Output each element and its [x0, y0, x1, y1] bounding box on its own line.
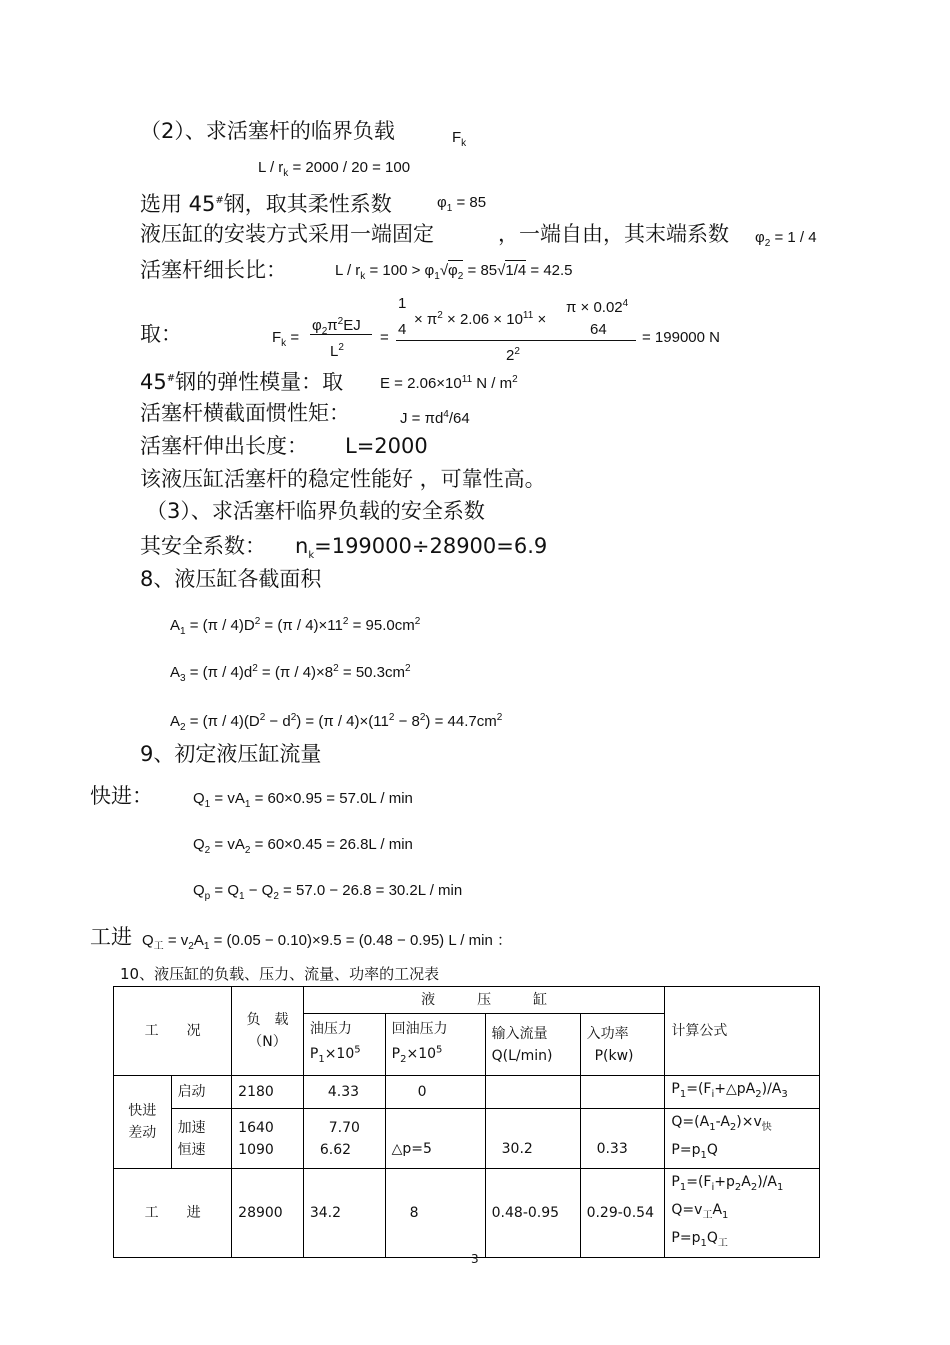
equals-sign: = [380, 329, 389, 346]
elastic-modulus-value: $E = 2.06\times 10^{11}$ N / $m^2$ [380, 374, 518, 392]
header-power-label: 入功率 [586, 1025, 629, 1042]
stage-work-feed: 工 进 [114, 1169, 232, 1257]
header-condition: 工 况 [114, 987, 232, 1076]
header-load-label: 负 载 [246, 1012, 289, 1028]
area-a1-equation: $A_1 = (\pi / 4)D^2 = (\pi / 4)\times 11^2 = 95.0cm^2$ [170, 616, 421, 637]
page-number: 3 [471, 1252, 479, 1266]
header-formula: 计算公式 [665, 987, 820, 1076]
fk-numerator-terms: × $\pi^2 \times 2.06 \times 10^{11}$ × [414, 310, 547, 328]
slenderness-ratio-equation: $L / r_k = 2000 / 20 = 100$ [258, 159, 411, 179]
load-start: 2180 [232, 1076, 304, 1109]
header-oil-pressure [303, 1014, 385, 1076]
header-oil-pressure-label: 油压力 [309, 1020, 352, 1037]
group-fast-differential: 快进 差动 [114, 1076, 172, 1169]
p2-accel-steady: △p=5 [385, 1108, 485, 1169]
header-return-pressure-unit: $P_2\times 10^5$ [391, 1044, 443, 1066]
fk-numerator-quarter: 4 [398, 321, 407, 338]
flow-q2-equation: $Q_2 = vA_2 = 60\times 0.45 = 26.8L / \min$ [193, 836, 413, 856]
mounting-text-a: 液压缸的安装方式采用一端固定 [140, 222, 434, 246]
header-return-pressure [385, 1014, 485, 1076]
p1-accel-steady: 7.70 6.62 [303, 1108, 385, 1169]
flow-work-feed: 0.48-0.95 [485, 1169, 580, 1257]
section8-title: 8、液压缸各截面积 [140, 567, 322, 591]
fk-symbol: $F_k$ = [272, 329, 300, 349]
extension-length-label: 活塞杆伸出长度： [140, 434, 308, 458]
inertia-equation: $J = \pi d^4/64$ [400, 409, 470, 427]
fk-fraction-numerator: $\varphi_2\pi^2EJ$ [312, 316, 361, 337]
flow-qp-equation: $Q_p = Q_1 - Q_2 = 57.0 - 26.8 = 30.2L / \min$ [193, 882, 463, 902]
section10-title: 10、液压缸的负载、压力、流量、功率的工况表 [120, 965, 440, 983]
extension-length-value: L=2000 [345, 434, 428, 458]
header-flow-label: 输入流量 [491, 1025, 548, 1042]
header-cylinder: 液 压 缸 [303, 987, 665, 1014]
header-load [232, 987, 304, 1076]
section2-title-symbol: $F_k$ [452, 129, 467, 149]
area-a2-equation: $A_2 = (\pi / 4)(D^2 - d^2) = (\pi / 4)\times(11^2 - 8^2) = 44.7cm^2$ [170, 712, 503, 733]
table-row [114, 1108, 820, 1169]
header-power-unit: P(kw) [594, 1047, 634, 1064]
fk-fraction-denominator: $L^2$ [330, 342, 344, 360]
p2-start: 0 [385, 1076, 485, 1109]
slenderness-equation: $L / r_k = 100 > \varphi_1√\varphi_2 = 85√1/4 = 42.5$ [335, 262, 573, 282]
p1-start: 4.33 [303, 1076, 385, 1109]
stability-conclusion: 该液压缸活塞杆的稳定性能好 ，可靠性高。 [140, 467, 546, 491]
stage-start: 启动 [171, 1076, 232, 1109]
fk-inertia-denominator: 64 [590, 321, 607, 338]
end-coefficient: $\varphi_2 = 1 / 4$ [755, 229, 817, 249]
fk-numerator-expression: 1 [398, 295, 407, 312]
table-row [114, 1169, 820, 1257]
formula-accel-steady: $Q=(A_1-A_2)\times v_快$ $P=p_1Q$ [665, 1108, 820, 1169]
formula-work-feed: $P_1=(F_i+p_2A_2)/A_1$ $Q=v_工A_1$ $P=p_1Q_工$ [665, 1169, 820, 1257]
working-condition-table [113, 986, 820, 1258]
work-feed-flow-equation: $Q_工 = v_2A_1 = (0.05 - 0.10)\times 9.5 = (0.48 - 0.95)$ L / min ： [142, 932, 512, 952]
fk-main-fraction-bar [396, 340, 636, 341]
flexibility-coefficient: $\varphi_1 = 85$ [437, 194, 487, 214]
fk-fraction-bar [310, 334, 372, 335]
table-row [114, 1076, 820, 1109]
load-work-feed: 28900 [232, 1169, 304, 1257]
fk-result: = 199000 N [642, 329, 720, 346]
p2-work-feed: 8 [385, 1169, 485, 1257]
p1-work-feed: 34.2 [303, 1169, 385, 1257]
power-work-feed: 0.29-0.54 [580, 1169, 665, 1257]
slenderness-label: 活塞杆细长比： [140, 258, 287, 282]
power-start [580, 1076, 665, 1109]
header-load-unit: （N） [248, 1034, 287, 1050]
area-a3-equation: $A_3 = (\pi / 4)d^2 = (\pi / 4)\times 8^2 = 50.3cm^2$ [170, 663, 411, 684]
header-power [580, 1014, 665, 1076]
header-oil-pressure-unit: $P_1\times 10^5$ [309, 1044, 361, 1066]
header-flow [485, 1014, 580, 1076]
fk-main-denominator: $2^2$ [506, 346, 520, 364]
load-accel-steady: 1640 1090 [232, 1108, 304, 1169]
power-accel-steady: 0.33 [580, 1108, 665, 1169]
inertia-label: 活塞杆横截面惯性矩： [140, 401, 350, 425]
section9-title: 9、初定液压缸流量 [140, 742, 322, 766]
safety-factor-label: 其安全系数： [140, 534, 266, 558]
work-feed-label: 工进 [90, 925, 132, 949]
flow-start [485, 1076, 580, 1109]
formula-start: $P_1=(F_i+\triangle pA_2)/A_3$ [665, 1076, 820, 1109]
header-flow-unit: Q(L/min) [491, 1047, 553, 1064]
header-return-pressure-label: 回油压力 [391, 1020, 448, 1037]
flow-q1-equation: $Q_1 = vA_1 = 60\times 0.95 = 57.0L / \min$ [193, 790, 413, 810]
section2-title: （2）、求活塞杆的临界负载 [140, 119, 395, 143]
elastic-modulus-label: 45#钢的弹性模量：取 [140, 370, 344, 394]
steel-selection-text: 选用 45#钢，取其柔性系数 [140, 192, 392, 216]
section3-title: （3）、求活塞杆临界负载的安全系数 [146, 499, 485, 523]
flow-accel-steady: 30.2 [485, 1108, 580, 1169]
fk-inertia-numerator: $\pi \times 0.02^4$ [566, 298, 629, 316]
safety-factor-equation: $n_k=199000\div 28900=6.9$ [295, 534, 548, 562]
stage-accel-steady: 加速 恒速 [171, 1108, 232, 1169]
mounting-text-b: ，一端自由，其末端系数 [498, 222, 729, 246]
take-label: 取： [140, 322, 182, 346]
fast-forward-label: 快进： [90, 784, 153, 808]
